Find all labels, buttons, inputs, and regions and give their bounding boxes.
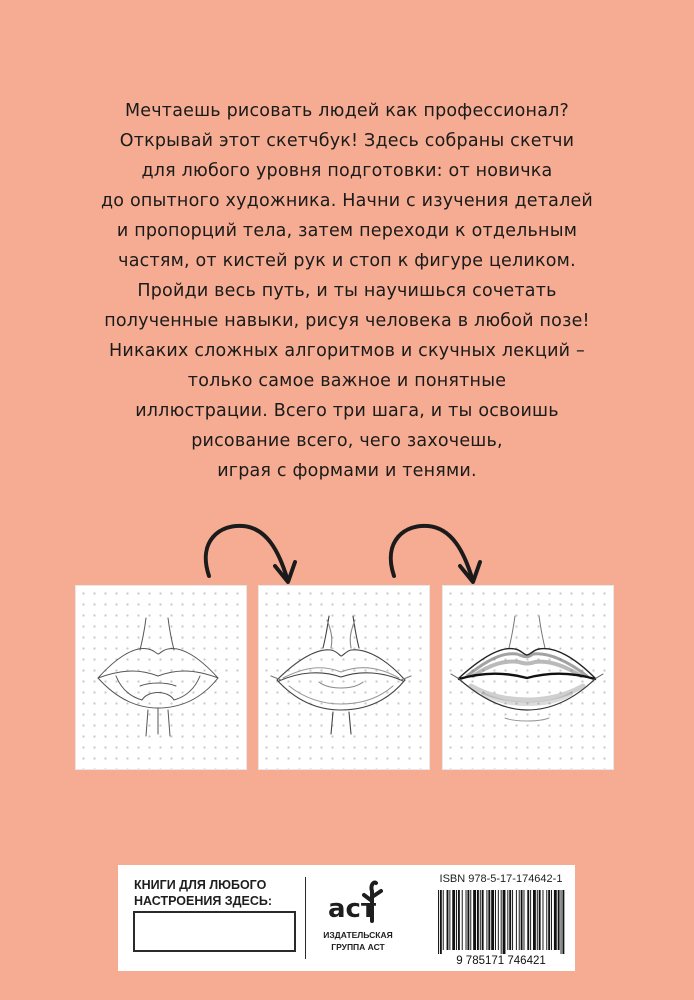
step-3-lips-sketch	[442, 585, 614, 770]
barcode-bar	[462, 890, 463, 950]
barcode-bar	[521, 890, 523, 950]
barcode-bar	[488, 890, 490, 950]
heading-line: НАСТРОЕНИЯ ЗДЕСЬ:	[134, 894, 273, 908]
barcode-bar	[503, 890, 506, 954]
barcode-bar	[473, 890, 476, 950]
ast-logo-icon	[326, 877, 388, 925]
publisher-name	[308, 929, 408, 953]
blurb-line: частям, от кистей рук и стоп к фигуре целиком.	[118, 251, 576, 271]
barcode-bar	[498, 890, 499, 950]
barcode-bar	[491, 890, 494, 950]
publisher-info-box	[118, 865, 575, 971]
blurb-line: только самое важное и понятные	[187, 371, 507, 391]
blurb-line: для любого уровня подготовки: от новичка	[141, 161, 553, 181]
books-for-any-mood-heading	[134, 877, 272, 909]
barcode-bar	[458, 890, 460, 950]
barcode-icon	[430, 888, 572, 966]
barcode-bar	[527, 890, 529, 950]
barcode-bar	[501, 890, 502, 954]
barcode-bar	[554, 890, 557, 950]
barcode-bar	[447, 890, 449, 950]
blurb-line: играя с формами и тенями.	[217, 461, 477, 481]
barcode-bar	[507, 890, 508, 950]
barcode-bar	[482, 890, 484, 950]
barcode-bar	[530, 890, 531, 950]
blurb-line: Пройди весь путь, и ты научишься сочетать	[137, 281, 557, 301]
step-1-lips-sketch	[75, 585, 247, 770]
barcode-bar	[438, 890, 439, 954]
barcode-bar	[449, 890, 450, 950]
publisher-line: ГРУППА АСТ	[331, 942, 385, 952]
barcode-bar	[562, 890, 564, 954]
divider	[305, 877, 306, 959]
heading-line: КНИГИ ДЛЯ ЛЮБОГО	[134, 878, 267, 892]
barcode-digits: 9 785171 746421	[456, 955, 546, 966]
barcode-bar	[558, 890, 560, 950]
barcode-bar	[470, 890, 471, 950]
barcode-bar	[495, 890, 496, 950]
blurb-text	[60, 96, 634, 486]
barcode-bar	[516, 890, 517, 950]
blurb-line: полученные навыки, рисуя человека в любой позе!	[104, 311, 590, 331]
ast-logo-text: аст	[328, 894, 377, 924]
barcode-bar	[519, 890, 520, 950]
blurb-line: рисование всего, чего захочешь,	[191, 431, 503, 451]
isbn-label: ISBN 978-5-17-174642-1	[439, 873, 563, 885]
barcode-bar	[467, 890, 469, 950]
barcode-bar	[548, 890, 550, 950]
blurb-line: Мечтаешь рисовать людей как профессионал?	[125, 101, 569, 121]
blurb-line: Никаких сложных алгоритмов и скучных лекций –	[109, 341, 585, 361]
barcode-bar	[561, 890, 562, 954]
barcode-bar	[543, 890, 544, 950]
barcode-bar	[512, 890, 513, 950]
barcode-bar	[466, 890, 467, 950]
step-2-lips-sketch	[258, 585, 430, 770]
barcode-bar	[452, 890, 455, 950]
blank-field-box	[133, 911, 296, 952]
lips-sketch-step-1-icon	[76, 586, 246, 769]
barcode-bar	[509, 890, 511, 950]
publisher-line: ИЗДАТЕЛЬСКАЯ	[323, 930, 393, 940]
barcode-bar	[551, 890, 552, 950]
barcode-bar	[443, 890, 444, 950]
barcode-bar	[546, 890, 547, 950]
barcode-bar	[533, 890, 536, 950]
barcode-bar	[440, 890, 442, 954]
barcode-bar	[524, 890, 525, 950]
blurb-line: и пропорций тела, затем переходи к отдельным	[116, 221, 578, 241]
barcode-bar	[537, 890, 538, 950]
lips-sketch-step-2-icon	[259, 586, 429, 769]
barcode-bar	[456, 890, 457, 950]
blurb-line: иллюстрации. Всего три шага, и ты освоишь	[135, 401, 559, 421]
barcode-bar	[477, 890, 479, 950]
barcode-bar	[486, 890, 487, 950]
blurb-line: до опытного художника. Начни с изучения деталей	[101, 191, 593, 211]
lips-sketch-step-3-icon	[443, 586, 613, 769]
barcode-bar	[539, 890, 541, 950]
blurb-line: Открывай этот скетчбук! Здесь собраны скетчи	[119, 131, 575, 151]
barcode-bar	[480, 890, 481, 950]
